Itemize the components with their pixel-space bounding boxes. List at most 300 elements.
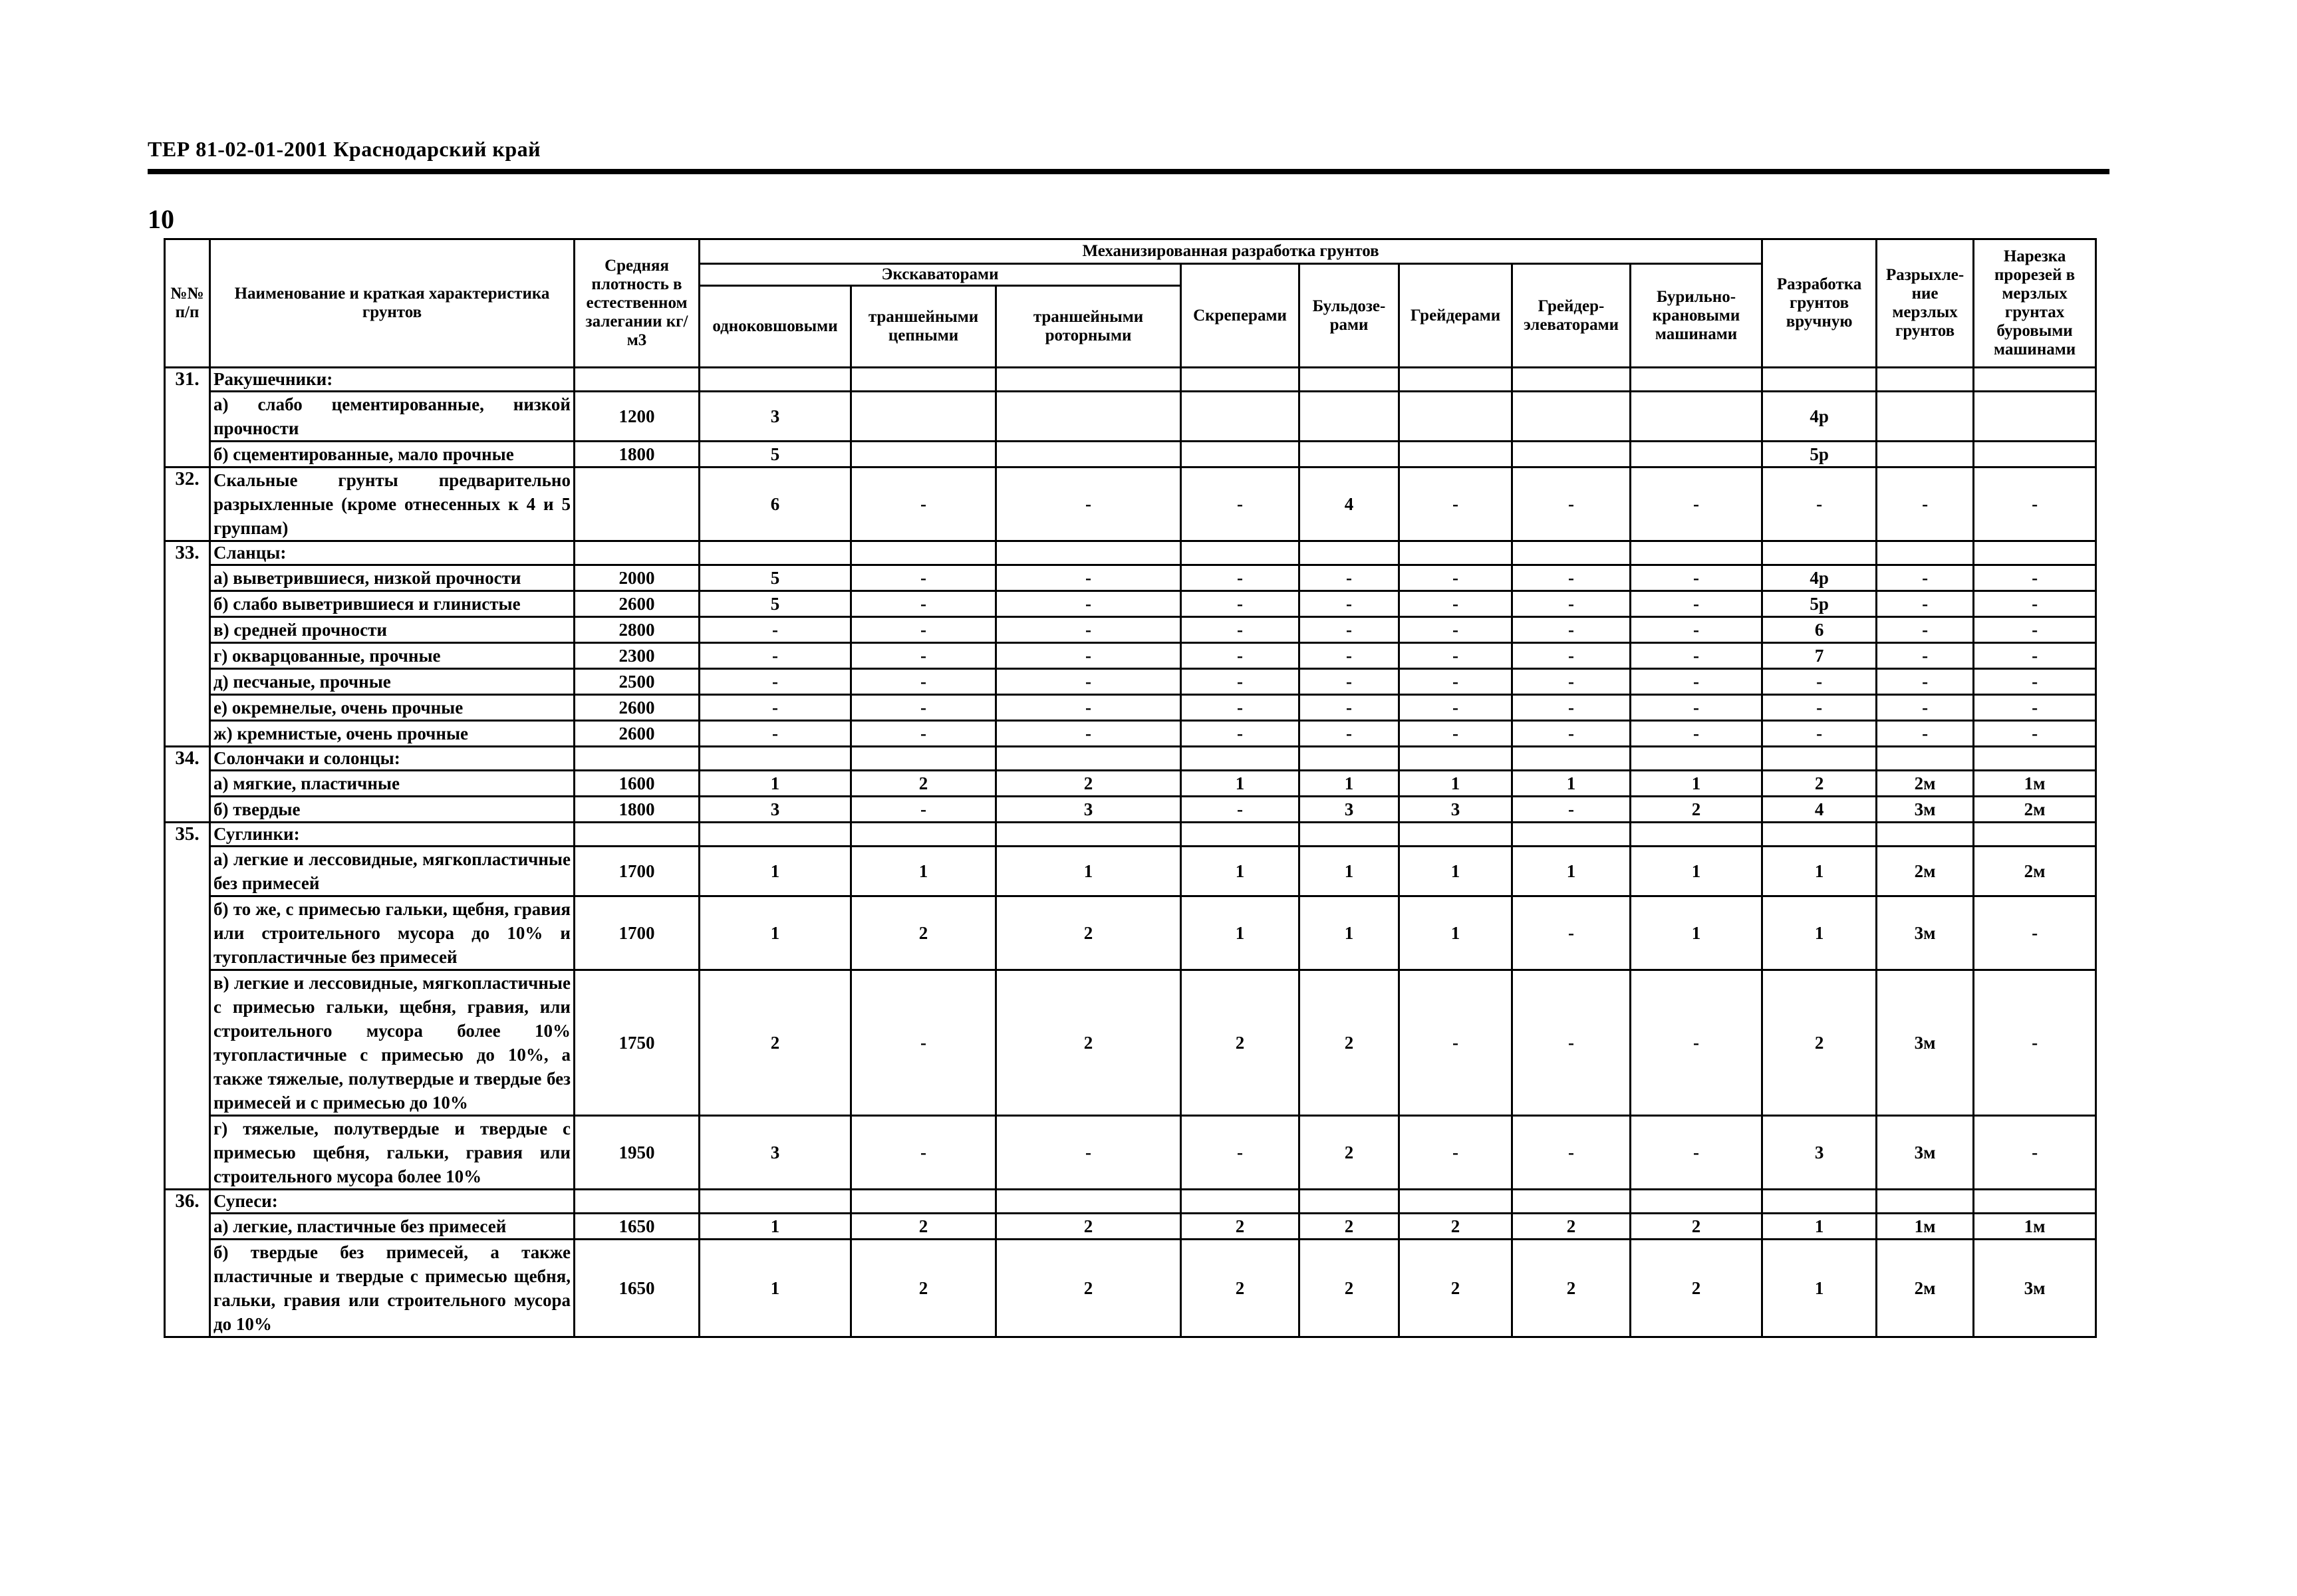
group-value-cell: 1 [1762,1240,1877,1337]
group-value-cell: - [996,721,1181,747]
group-value-cell [1762,823,1877,847]
soil-name-cell: г) окварцованные, прочные [210,643,575,669]
soil-name-cell: е) окремнелые, очень прочные [210,695,575,721]
group-value-cell: 1 [996,847,1181,896]
group-value-cell: 2 [1399,1240,1512,1337]
group-value-cell [1399,368,1512,392]
density-cell: 1800 [575,442,700,467]
group-value-cell: - [1877,565,1974,591]
group-value-cell: 5р [1762,442,1877,467]
group-value-cell: - [851,695,996,721]
group-value-cell [1181,1190,1299,1214]
group-value-cell [1181,823,1299,847]
group-value-cell: - [851,617,996,643]
group-value-cell [851,823,996,847]
group-value-cell: - [1974,695,2096,721]
group-value-cell: 1 [1631,847,1762,896]
group-value-cell: - [1512,1116,1631,1190]
group-name-cell: Солончаки и солонцы: [210,747,575,771]
group-value-cell [1631,442,1762,467]
group-value-cell: 4 [1762,797,1877,823]
group-value-cell [1299,442,1399,467]
group-value-cell: 7 [1762,643,1877,669]
group-value-cell: 5 [700,442,851,467]
group-value-cell: - [1512,896,1631,970]
group-value-cell: 2м [1974,847,2096,896]
group-value-cell: - [851,669,996,695]
group-value-cell: 2 [1299,1240,1399,1337]
table-row [165,823,2096,847]
group-value-cell: 4р [1762,565,1877,591]
group-value-cell [851,392,996,442]
group-value-cell [700,747,851,771]
group-value-cell: 3м [1974,1240,2096,1337]
density-cell: 2600 [575,721,700,747]
group-name-cell: Супеси: [210,1190,575,1214]
group-value-cell: - [1181,695,1299,721]
group-value-cell [1877,442,1974,467]
soil-name-cell: б) то же, с примесью гальки, щебня, гравия или строительного мусора до 10% и тугопластичные без примесей [210,896,575,970]
group-value-cell: 1 [1762,847,1877,896]
group-value-cell: - [1512,617,1631,643]
table-row [165,1116,2096,1190]
group-value-cell: 1 [1181,771,1299,797]
col-header-bulldozers: Бульдозе-рами [1299,264,1399,368]
soil-name-cell: б) твердые [210,797,575,823]
group-value-cell [1399,823,1512,847]
density-cell [575,467,700,541]
group-value-cell: 1 [1512,847,1631,896]
group-value-cell: 2 [851,896,996,970]
group-value-cell [1631,747,1762,771]
group-value-cell [996,747,1181,771]
density-cell: 2800 [575,617,700,643]
group-value-cell: 2 [851,1240,996,1337]
group-value-cell: - [1631,695,1762,721]
soil-name-cell: г) тяжелые, полутвердые и твердые с примесью щебня, гальки, гравия или строительного мусора более 10% [210,1116,575,1190]
row-number-cell: 32. [165,467,210,541]
table-row [165,669,2096,695]
group-value-cell: - [1631,617,1762,643]
group-value-cell [996,823,1181,847]
group-value-cell: 3 [1399,797,1512,823]
group-value-cell [1181,747,1299,771]
group-value-cell: - [1974,565,2096,591]
group-value-cell [1512,747,1631,771]
group-value-cell: - [996,1116,1181,1190]
table-row [165,1240,2096,1337]
group-value-cell: - [1762,669,1877,695]
group-value-cell [996,541,1181,565]
col-header-excavators: Экскаваторами [700,264,1181,286]
group-value-cell [1877,823,1974,847]
density-cell [575,823,700,847]
col-header-manual: Разработка грунтов вручную [1762,239,1877,368]
density-cell: 2300 [575,643,700,669]
group-value-cell: - [1299,617,1399,643]
group-value-cell: 1 [1512,771,1631,797]
group-value-cell [1512,392,1631,442]
group-value-cell: - [700,721,851,747]
group-value-cell: - [996,617,1181,643]
col-header-drill-crane: Бурильно-крановыми машинами [1631,264,1762,368]
soil-name-cell: а) легкие и лессовидные, мягкопластичные без примесей [210,847,575,896]
group-value-cell: - [1399,695,1512,721]
group-value-cell: 2 [851,771,996,797]
group-value-cell: 1м [1974,771,2096,797]
group-value-cell [1181,442,1299,467]
group-name-cell: Ракушечники: [210,368,575,392]
group-value-cell: - [851,1116,996,1190]
group-value-cell [1512,368,1631,392]
group-value-cell: 2 [1631,1240,1762,1337]
group-value-cell: - [851,970,996,1116]
page-number: 10 [148,204,174,234]
group-value-cell: - [1877,467,1974,541]
group-value-cell: 1 [1631,896,1762,970]
group-value-cell [1877,392,1974,442]
group-value-cell: 1 [700,1240,851,1337]
group-value-cell: - [1974,970,2096,1116]
group-value-cell: - [1299,591,1399,617]
table-row [165,643,2096,669]
group-value-cell: - [1181,721,1299,747]
density-cell: 2600 [575,695,700,721]
col-header-exc-single-bucket: одноковшовыми [700,286,851,368]
density-cell [575,541,700,565]
group-value-cell: - [1299,695,1399,721]
group-value-cell: 2 [996,896,1181,970]
group-value-cell: 2 [1181,970,1299,1116]
density-cell [575,747,700,771]
soil-name-cell: д) песчаные, прочные [210,669,575,695]
table-row [165,797,2096,823]
group-value-cell: 1 [1181,847,1299,896]
table-row [165,747,2096,771]
group-value-cell: 1 [1631,771,1762,797]
group-value-cell: - [1974,643,2096,669]
group-value-cell: - [1512,695,1631,721]
group-value-cell: 2м [1974,797,2096,823]
group-value-cell: - [996,591,1181,617]
table-row [165,467,2096,541]
density-cell: 1700 [575,847,700,896]
group-value-cell [1181,392,1299,442]
group-value-cell: 2 [1762,970,1877,1116]
group-value-cell: - [996,565,1181,591]
group-value-cell: - [1181,467,1299,541]
group-value-cell: 1 [1299,847,1399,896]
row-number-cell: 36. [165,1190,210,1337]
group-value-cell: - [1399,617,1512,643]
density-cell: 1750 [575,970,700,1116]
group-value-cell: - [700,669,851,695]
group-value-cell: - [1877,643,1974,669]
group-value-cell [851,1190,996,1214]
group-value-cell [996,368,1181,392]
group-value-cell: - [851,643,996,669]
group-value-cell: - [1181,617,1299,643]
group-value-cell [1877,541,1974,565]
group-value-cell [700,368,851,392]
group-value-cell: 4р [1762,392,1877,442]
table-row [165,591,2096,617]
group-value-cell: - [1631,721,1762,747]
group-value-cell: 5 [700,565,851,591]
group-value-cell: 1м [1877,1214,1974,1240]
group-value-cell [851,541,996,565]
group-value-cell: 1 [851,847,996,896]
group-value-cell [1631,541,1762,565]
col-header-frozen-cut: Нарезка прорезей в мерзлых грунтах буровыми машинами [1974,239,2096,368]
group-value-cell: - [1512,669,1631,695]
group-value-cell: 2 [1181,1240,1299,1337]
group-value-cell: 6 [1762,617,1877,643]
group-value-cell: - [1631,669,1762,695]
group-value-cell: 3м [1877,797,1974,823]
group-value-cell [700,1190,851,1214]
row-number-cell: 35. [165,823,210,1190]
group-value-cell: 1м [1974,1214,2096,1240]
group-value-cell: 1 [700,1214,851,1240]
group-value-cell: - [1974,896,2096,970]
group-value-cell [1974,442,2096,467]
group-value-cell: - [1399,643,1512,669]
row-number-cell: 31. [165,368,210,467]
group-value-cell: 2 [1299,1214,1399,1240]
col-header-density: Средняя плотность в естественном залегании кг/м3 [575,239,700,368]
group-value-cell [1762,747,1877,771]
header-rule [148,169,2109,174]
soil-name-cell: в) средней прочности [210,617,575,643]
soil-name-cell: а) слабо цементированные, низкой прочности [210,392,575,442]
soil-name-cell: ж) кремнистые, очень прочные [210,721,575,747]
density-cell: 1600 [575,771,700,797]
group-value-cell [1631,1190,1762,1214]
group-value-cell [1299,823,1399,847]
group-value-cell: 3 [700,1116,851,1190]
density-cell: 1950 [575,1116,700,1190]
group-value-cell: 6 [700,467,851,541]
group-name-cell: Сланцы: [210,541,575,565]
group-value-cell [1399,392,1512,442]
group-value-cell: - [851,591,996,617]
group-value-cell: - [1399,669,1512,695]
group-value-cell [1299,392,1399,442]
group-value-cell [1974,747,2096,771]
group-value-cell: 1 [1399,896,1512,970]
group-value-cell: - [1762,467,1877,541]
density-cell [575,1190,700,1214]
group-value-cell: 1 [1181,896,1299,970]
group-value-cell [851,442,996,467]
group-value-cell [700,541,851,565]
table-row [165,392,2096,442]
group-value-cell: - [1181,797,1299,823]
group-value-cell: - [1762,695,1877,721]
group-value-cell: - [1762,721,1877,747]
group-value-cell [1299,747,1399,771]
group-value-cell: - [1181,669,1299,695]
group-value-cell: - [996,467,1181,541]
group-value-cell: 1 [700,771,851,797]
group-value-cell: - [1877,695,1974,721]
group-value-cell: 2 [996,1214,1181,1240]
group-value-cell: 3 [1762,1116,1877,1190]
group-value-cell: - [1631,591,1762,617]
group-value-cell: 3м [1877,896,1974,970]
group-value-cell [1762,1190,1877,1214]
group-name-cell: Суглинки: [210,823,575,847]
table-row [165,565,2096,591]
group-value-cell: 2 [1762,771,1877,797]
group-value-cell [1631,368,1762,392]
group-value-cell [1399,1190,1512,1214]
group-value-cell: - [1974,591,2096,617]
group-value-cell: - [1974,467,2096,541]
col-header-num: №№ п/п [165,239,210,368]
group-value-cell: 2 [1299,970,1399,1116]
group-value-cell: - [1181,565,1299,591]
col-header-exc-trench-rotor: траншейными роторными [996,286,1181,368]
group-value-cell: - [1631,565,1762,591]
col-header-grader-elevators: Грейдер-элеваторами [1512,264,1631,368]
table-body [165,368,2096,1337]
group-value-cell: 1 [1299,771,1399,797]
soil-name-cell: Скальные грунты предварительно разрыхленные (кроме отнесенных к 4 и 5 группам) [210,467,575,541]
table-row [165,896,2096,970]
group-value-cell: - [1512,797,1631,823]
group-value-cell: - [851,467,996,541]
group-value-cell [1512,442,1631,467]
group-value-cell: 2 [996,970,1181,1116]
group-value-cell: 3 [700,392,851,442]
density-cell: 1700 [575,896,700,970]
group-value-cell: 2 [996,771,1181,797]
group-value-cell: - [1512,721,1631,747]
group-value-cell: 1 [1399,847,1512,896]
group-value-cell [1974,392,2096,442]
group-value-cell: - [851,565,996,591]
group-value-cell: 3м [1877,1116,1974,1190]
group-value-cell [996,1190,1181,1214]
group-value-cell: 2 [1181,1214,1299,1240]
group-value-cell [1631,392,1762,442]
document-header-title: ТЕР 81-02-01-2001 Краснодарский край [148,137,541,161]
col-header-scrapers: Скреперами [1181,264,1299,368]
density-cell: 1650 [575,1240,700,1337]
density-cell: 1800 [575,797,700,823]
row-number-cell: 34. [165,747,210,823]
col-header-name: Наименование и краткая характеристика грунтов [210,239,575,368]
group-value-cell: 2м [1877,847,1974,896]
group-value-cell: - [1512,467,1631,541]
group-value-cell [1299,368,1399,392]
group-value-cell: 2 [1512,1214,1631,1240]
soil-name-cell: б) твердые без примесей, а также пластичные и твердые с примесью щебня, гальки, гравия или строительного мусора до 10% [210,1240,575,1337]
group-value-cell: - [1974,1116,2096,1190]
group-value-cell: - [700,617,851,643]
group-value-cell: 2 [851,1214,996,1240]
table-row [165,970,2096,1116]
group-value-cell: - [851,797,996,823]
density-cell: 2500 [575,669,700,695]
group-value-cell: - [1512,970,1631,1116]
group-value-cell [1512,541,1631,565]
group-value-cell: - [700,643,851,669]
group-value-cell: - [700,695,851,721]
col-header-exc-trench-chain: траншейными цепными [851,286,996,368]
density-cell: 2600 [575,591,700,617]
table-row [165,541,2096,565]
soil-classification-table [164,238,2097,1338]
density-cell: 1200 [575,392,700,442]
col-header-graders: Грейдерами [1399,264,1512,368]
table-row [165,721,2096,747]
row-number-cell: 33. [165,541,210,747]
group-value-cell: - [1299,669,1399,695]
soil-name-cell: а) легкие, пластичные без примесей [210,1214,575,1240]
group-value-cell: - [1399,467,1512,541]
group-value-cell: - [1399,1116,1512,1190]
group-value-cell: - [1399,721,1512,747]
group-value-cell: 2м [1877,1240,1974,1337]
group-value-cell: 1 [700,896,851,970]
group-value-cell: - [996,669,1181,695]
group-value-cell [1631,823,1762,847]
group-value-cell [1181,368,1299,392]
group-value-cell: 1 [1299,896,1399,970]
table-row [165,847,2096,896]
group-value-cell: 1 [1762,1214,1877,1240]
group-value-cell [1974,541,2096,565]
group-value-cell: 5р [1762,591,1877,617]
group-value-cell: 3 [996,797,1181,823]
group-value-cell: - [1181,591,1299,617]
group-value-cell: 2 [1299,1116,1399,1190]
table-row [165,771,2096,797]
group-value-cell [1399,442,1512,467]
group-value-cell [1762,368,1877,392]
density-cell: 2000 [575,565,700,591]
group-value-cell: - [1299,565,1399,591]
group-value-cell: 2 [700,970,851,1116]
table-row [165,368,2096,392]
group-value-cell [1512,1190,1631,1214]
group-value-cell: - [1974,669,2096,695]
group-value-cell: - [1877,591,1974,617]
table-row [165,617,2096,643]
group-value-cell: - [1512,565,1631,591]
group-value-cell [1181,541,1299,565]
density-cell: 1650 [575,1214,700,1240]
group-value-cell: - [1877,721,1974,747]
group-value-cell: 2 [1631,1214,1762,1240]
group-value-cell: - [1974,721,2096,747]
table-row [165,1214,2096,1240]
group-value-cell: - [1631,1116,1762,1190]
group-value-cell: - [1631,643,1762,669]
group-value-cell: 3м [1877,970,1974,1116]
group-value-cell: 2 [996,1240,1181,1337]
group-value-cell: 3 [700,797,851,823]
group-value-cell [851,747,996,771]
group-value-cell [1299,1190,1399,1214]
group-value-cell [1299,541,1399,565]
group-value-cell [1877,368,1974,392]
group-value-cell: - [996,643,1181,669]
group-value-cell: - [1631,970,1762,1116]
